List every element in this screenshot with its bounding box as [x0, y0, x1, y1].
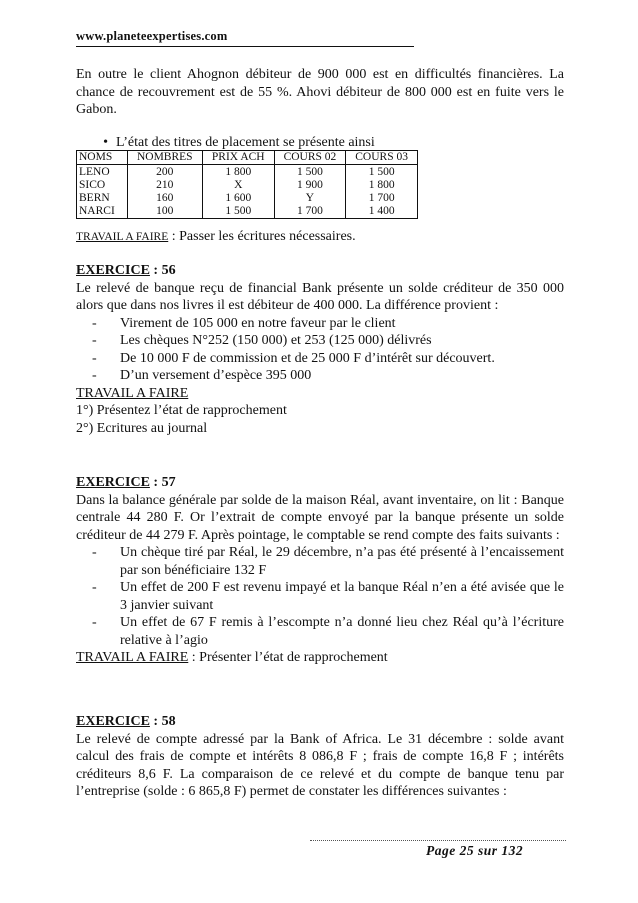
table-cell: 1 600: [202, 192, 274, 205]
list-item: - Un chèque tiré par Réal, le 29 décembre, n’a pas été présenté à l’encaissement par son bénéficiaire 132 F: [76, 544, 564, 579]
col-header: PRIX ACH: [202, 151, 274, 165]
exercise-paragraph: Le relevé de compte adressé par la Bank of Africa. Le 31 décembre : solde avant calcul des frais de compte et intérêts 8 086,8 F ; frais de compte 16,8 F ; intérêts créditeurs 8,6 F. La comparaison de ce relevé et du compte de banque tenu par l’entreprise (solde : 6 865,8 F) permet de constater les différences suivantes :: [76, 731, 564, 799]
travail-label: TRAVAIL A FAIRE: [76, 650, 189, 665]
list-item: - Virement de 105 000 en notre faveur par le client: [76, 315, 564, 333]
travail-text: : Passer les écritures nécessaires.: [168, 229, 356, 244]
exercise-58: [76, 713, 564, 801]
task-1: 1°) Présentez l’état de rapprochement: [76, 403, 287, 418]
exercise-56: [76, 262, 564, 437]
list-item: - Les chèques N°252 (150 000) et 253 (125 000) délivrés: [76, 332, 564, 350]
table-cell: 1 700: [274, 205, 346, 219]
bullet-line: [76, 134, 564, 151]
task-2: 2°) Ecritures au journal: [76, 420, 208, 436]
exercise-number: : 58: [149, 714, 176, 729]
fact-list: [76, 544, 564, 649]
exercise-paragraph: Le relevé de banque reçu de financial Bank présente un solde créditeur de 350 000 alors que dans nos livres il est débiteur de 400 000. La différence provient :: [76, 280, 564, 313]
table-cell: 1 900: [274, 179, 346, 192]
table-cell: 1 800: [202, 165, 274, 180]
travail-label: TRAVAIL A FAIRE: [76, 231, 169, 243]
table-row: [77, 192, 418, 205]
table-row: [77, 205, 418, 219]
table-cell: 1 500: [346, 165, 418, 180]
travail-heading: TRAVAIL A FAIRE: [76, 385, 189, 401]
table-cell: 1 500: [202, 205, 274, 219]
table-cell: 200: [127, 165, 202, 180]
exercise-title: [76, 262, 564, 280]
site-url: www.planeteexpertises.com: [76, 29, 414, 47]
table-cell: 1 800: [346, 179, 418, 192]
table-cell: NARCI: [77, 205, 128, 219]
col-header: NOMS: [77, 151, 128, 165]
list-item: - Un effet de 200 F est revenu impayé et la banque Réal n’en a été avisée que le 3 janvier suivant: [76, 579, 564, 614]
col-header: COURS 03: [346, 151, 418, 165]
table-cell: LENO: [77, 165, 128, 180]
travail-line: [76, 649, 564, 667]
table-header-row: [77, 151, 418, 165]
table-cell: 1 500: [274, 165, 346, 180]
footer-divider: [310, 840, 566, 841]
travail-a-faire-1: [76, 229, 356, 245]
col-header: NOMBRES: [127, 151, 202, 165]
table-cell: 160: [127, 192, 202, 205]
list-item: - De 10 000 F de commission et de 25 000 F d’intérêt sur découvert.: [76, 350, 564, 368]
table-row: [77, 179, 418, 192]
bullet-icon: •: [103, 135, 108, 150]
fact-list: [76, 315, 564, 385]
exercise-title: [76, 474, 564, 492]
table-row: [77, 165, 418, 180]
table-cell: BERN: [77, 192, 128, 205]
intro-paragraph: En outre le client Ahognon débiteur de 900 000 est en difficultés financières. La chance de recouvrement est de 55 %. Ahovi débiteur de 800 000 est en fuite vers le Gabon.: [76, 67, 564, 117]
exercise-number: : 56: [149, 263, 176, 278]
page-number: Page 25 sur 132: [426, 843, 524, 858]
exercise-label: EXERCICE: [76, 263, 150, 278]
table-cell: 1 400: [346, 205, 418, 219]
exercise-title: [76, 713, 564, 731]
exercise-57: [76, 474, 564, 667]
table-cell: 100: [127, 205, 202, 219]
table-cell: 1 700: [346, 192, 418, 205]
table-cell: 210: [127, 179, 202, 192]
list-item: - Un effet de 67 F remis à l’escompte n’a donné lieu chez Réal qu’à l’écriture relative à l’agio: [76, 614, 564, 649]
table-cell: Y: [274, 192, 346, 205]
table-cell: X: [202, 179, 274, 192]
exercise-paragraph: Dans la balance générale par solde de la maison Réal, avant inventaire, on lit : Banque centrale 44 280 F. Or l’extrait de compte envoyé par la banque présente un solde créditeur de 44 279 F. Après pointage, le comptable se rend compte des faits suivants :: [76, 492, 564, 543]
bullet-text: L’état des titres de placement se présente ainsi: [116, 135, 375, 150]
exercise-label: EXERCICE: [76, 714, 150, 729]
list-item: - D’un versement d’espèce 395 000: [76, 367, 564, 385]
titres-table: [76, 150, 418, 219]
col-header: COURS 02: [274, 151, 346, 165]
exercise-label: EXERCICE: [76, 475, 150, 490]
exercise-number: : 57: [149, 475, 176, 490]
travail-text: : Présenter l’état de rapprochement: [188, 650, 388, 665]
table-cell: SICO: [77, 179, 128, 192]
